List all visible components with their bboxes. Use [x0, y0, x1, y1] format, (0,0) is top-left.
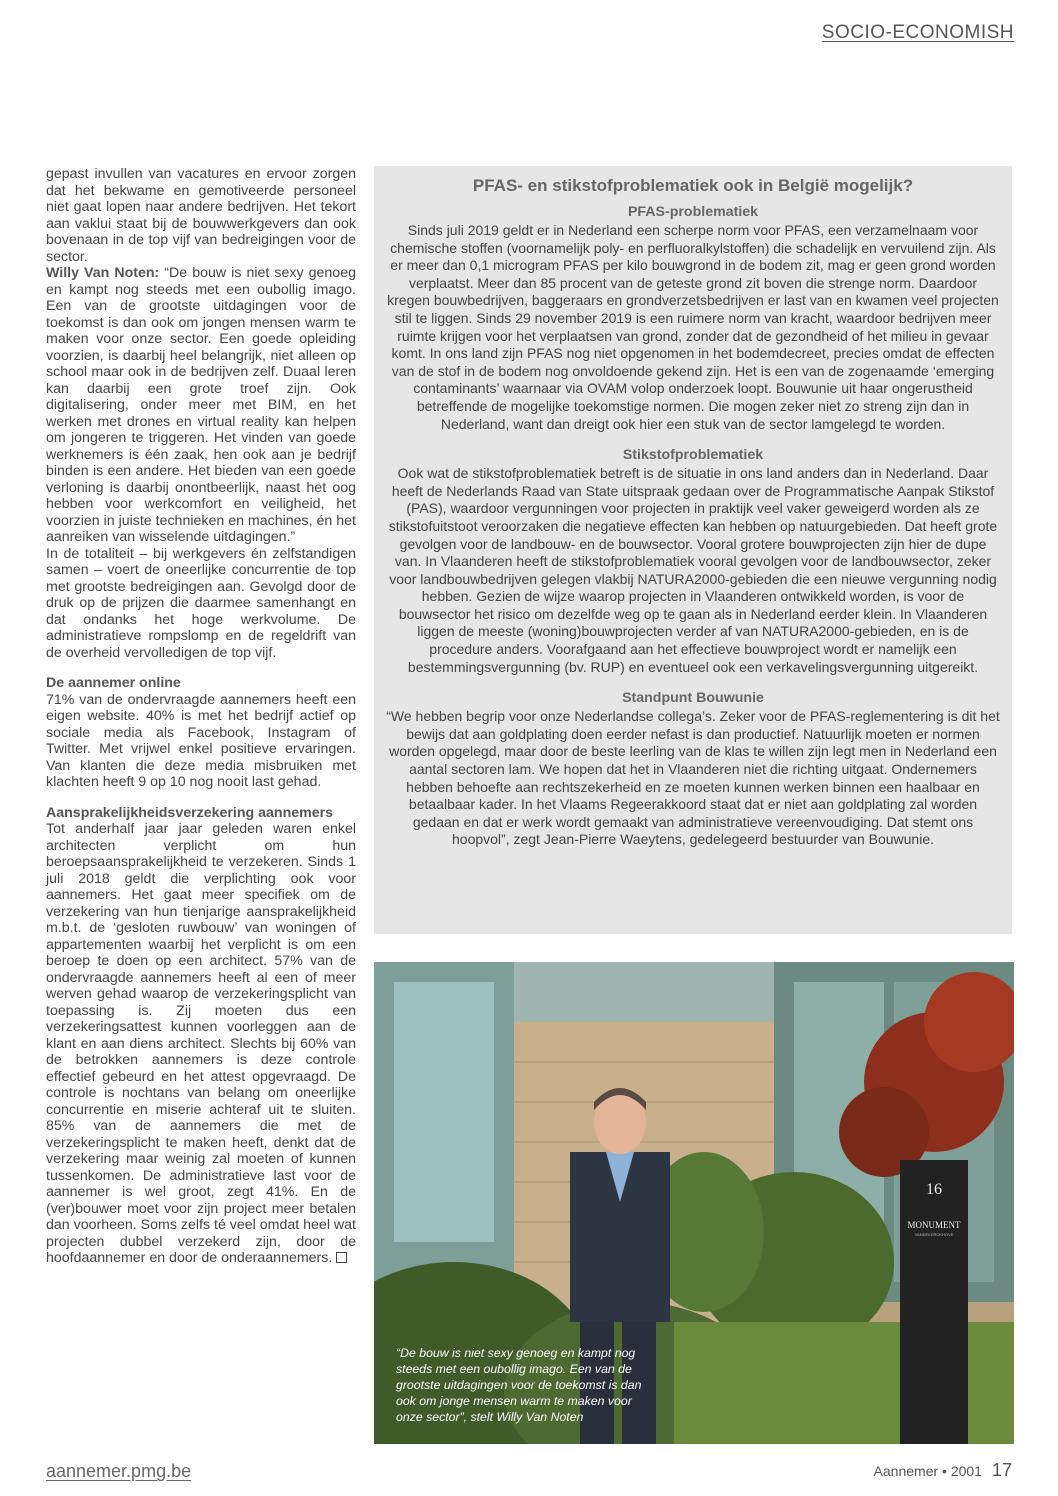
- speaker-name: Willy Van Noten:: [46, 265, 160, 281]
- box-title: PFAS- en stikstofproblematiek ook in België mogelijk?: [472, 176, 914, 195]
- box-subheading-stikstof: Stikstofproblematiek: [622, 447, 764, 464]
- quote-text: “De bouw is niet sexy genoeg en kampt nog steeds met een oubollig imago. Een van de grootste uitdagingen voor de toekomst is dan ook om jongen mensen warm te maken voor onze sector. Een goede opleiding voorzien, is daarbij heel belangrijk, niet alleen op school maar ook in de bedrijven zelf. Duaal leren kan daarbij een grote troef zijn. Ook digitalisering, onder meer met BIM, en het werken met drones en virtual reality kan helpen om jongeren te triggeren. Het vinden van goede werknemers is één zaak, hen ook aan je bedrijf binden is een andere. Het bieden van een goede verloning is daarbij onontbeerlijk, naast het oog hebben voor werkcomfort en veiligheid, het voorzien in juiste technieken en machines, én het aanreiken van wisselende uitdagingen.”: [46, 265, 356, 545]
- issue-label: Aannemer • 2001: [873, 1463, 982, 1479]
- paragraph: In de totaliteit – bij werkgevers én zelfstandigen samen – voert de oneerlijke concurrentie de top met grootste bedreigingen aan. Gevolgd door de druk op de prijzen die daarmee samenhangt en dat ondanks het hoge werkvolume. De administratieve rompslomp en de regeldrift van de overheid vervolledigen de top vijf.: [46, 545, 356, 661]
- left-column: [46, 166, 356, 1267]
- photo-caption: “De bouw is niet sexy genoeg en kampt nog steeds met een oubollig imago. Een van de grootste uitdagingen voor de toekomst is dan ook om jonge mensen warm te maken voor onze sector”, stelt Willy Van Noten: [396, 1346, 642, 1424]
- portrait-photo: [374, 962, 1014, 1444]
- info-box: [374, 166, 1012, 934]
- paragraph: 71% van de ondervraagde aannemers heeft een eigen website. 40% is met het bedrijf actief op sociale media als Facebook, Instagram of Twitter. Met vrijwel enkel positieve ervaringen. Van klanten die deze media misbruiken met klachten heeft 9 op 10 nog nooit last gehad.: [46, 691, 356, 790]
- paragraph-quote: [46, 265, 356, 546]
- subheading-insurance: Aansprakelijkheidsverzekering aannemers: [46, 804, 334, 821]
- subheading-online: De aannemer online: [46, 675, 181, 691]
- box-paragraph: Ook wat de stikstofproblematiek betreft is de situatie in ons land anders dan in Nederland. Daar heeft de Nederlands Raad van State uitspraak gedaan over de Programmatische Aanpak Stikstof (PAS), waardoor vergunningen voor projecten in praktijk veel vaker geweigerd worden als ze stikstofuitstoot veroorzaken die negatieve effecten kan hebben op natuurgebieden. Dat heeft grote gevolgen voor de landbouw- en de bouwsector. Vooral grotere bouwprojecten zijn hier de dupe van. In Vlaanderen heeft de stikstofproblematiek vooral gevolgen voor de landbouwsector, zeker voor landbouwbedrijven gelegen vlakbij NATURA2000-gebieden die een nieuwe vergunning nodig hebben. Gezien de wijze waarop projecten in Vlaanderen ontwikkeld worden, is voor de bouwsector het risico om dezelfde weg op te gaan als in Nederland eerder klein. In Vlaanderen liggen de meeste (woning)bouwprojecten verder af van NATURA2000-gebieden, en is de procedure anders. Voorafgaand aan het effectieve bouwproject wordt er namelijk een bestemmingsvergunning (bv. RUP) en eventueel ook een verkavelingsvergunning uitgereikt.: [388, 465, 998, 675]
- box-paragraph: Sinds juli 2019 geldt er in Nederland een scherpe norm voor PFAS, een verzamelnaam voor chemische stoffen (voornamelijk poly- en perfluoralkylstoffen) die schadelijk en vervuilend zijn. Als er meer dan 0,1 microgram PFAS per kilo bouwgrond in de bodem zit, mag er geen grond worden verplaatst. Meer dan 85 procent van de geteste grond zit boven die strenge norm. Daardoor kregen bouwbedrijven, baggeraars en grondverzetsbedrijven er last van en kwamen veel projecten stil te liggen. Sinds 29 november 2019 is een ruimere norm van kracht, waardoor bedrijven meer ruimte krijgen voor het verplaatsen van grond, zonder dat de gezondheid of het milieu in gevaar komt. In ons land zijn PFAS nog niet opgenomen in het bodemdecreet, precies omdat de effecten van de stof in de bodem nog onvoldoende gekend zijn. Het is een van de zogenaamde ‘emerging contaminants’ waarnaar via OVAM volop onderzoek loopt. Bouwunie uit haar ongerustheid betreffende de mogelijke toekomstige normen. Die mogen zeker niet zo streng zijn dan in Nederland, want dan dreigt ook hier een stuk van de sector lamgelegd te worden.: [387, 222, 999, 432]
- sign-brand: MONUMENT: [907, 1220, 961, 1230]
- box-paragraph: “We hebben begrip voor onze Nederlandse collega’s. Zeker voor de PFAS-reglementering is dit het bewijs dat aan goldplating doen eerder nefast is dan productief. Natuurlijk moeten er normen worden opgelegd, maar door de beste leerling van de klas te willen zijn legt men in Nederland een aantal sectoren lam. We hopen dat het in Vlaanderen niet die richting uitgaat. Ondernemers hebben behoefte aan rechtszekerheid en ze moeten kunnen werken binnen een haalbaar en betaalbaar kader. In het Vlaams Regeerakkoord staat dat er niet aan goldplating zal worden gedaan en dat er werk wordt gemaakt van administratieve vereenvoudiging. Dat stemt ons hoopvol”, zegt Jean-Pierre Waeytens, gedelegeerd bestuurder van Bouwunie.: [386, 708, 1000, 848]
- footer-issue: [874, 1460, 1012, 1481]
- sign-sub: VANDEKERCKHOVE: [914, 1232, 954, 1237]
- paragraph: gepast invullen van vacatures en ervoor zorgen dat het bekwame en gemotiveerde personeel niet gaat lopen naar andere bedrijven. Het tekort aan vaklui staat bij de bouwwerkgevers dan ook bovenaan in de top vijf van bedreigingen voor de sector.: [46, 166, 356, 265]
- end-mark-icon: [336, 1252, 347, 1263]
- footer-website-link[interactable]: aannemer.pmg.be: [46, 1461, 192, 1481]
- sign-number: 16: [926, 1181, 942, 1198]
- paragraph: [46, 821, 356, 1267]
- insurance-text: Tot anderhalf jaar jaar geleden waren enkel architecten verplicht om hun beroepsaansprakelijkheid te verzekeren. Sinds 1 juli 2018 geldt die verplichting ook voor aannemers. Het gaat meer specifiek om de verzekering van hun tienjarige aansprakelijkheid m.b.t. de ‘gesloten ruwbouw’ van woningen of appartementen waarbij het verplicht is om een beroep te doen op een architect. 57% van de ondervraagde aannemers heeft al een of meer werven gehad waarop de verzekeringsplicht van toepassing is. Zij moeten dus een verzekeringsattest kunnen voorleggen aan de klant en aan diens architect. Slechts bij 60% van de betrokken aannemers is deze controle effectief gebeurd en het attest opgevraagd. De controle is nochtans van belang om oneerlijke concurrentie en miserie achteraf uit te sluiten. 85% van de aannemers die met de verzekeringsplicht te maken heeft, denkt dat de verzekering maar weinig zal moeten of kunnen tussenkomen. De administratieve last voor de aannemer is wel groot, zegt 41%. En de (ver)bouwer moet voor zijn project meer betalen dan voorheen. Soms zelfs té veel omdat heel wat projecten dubbel verzekerd zijn, door de hoofdaannemer en door de onderaannemers.: [46, 821, 356, 1266]
- box-subheading-pfas: PFAS-problematiek: [627, 204, 759, 220]
- box-subheading-standpunt: Standpunt Bouwunie: [622, 690, 764, 707]
- section-tag: SOCIO-ECONOMISH: [821, 22, 1014, 43]
- page-number: 17: [991, 1460, 1012, 1480]
